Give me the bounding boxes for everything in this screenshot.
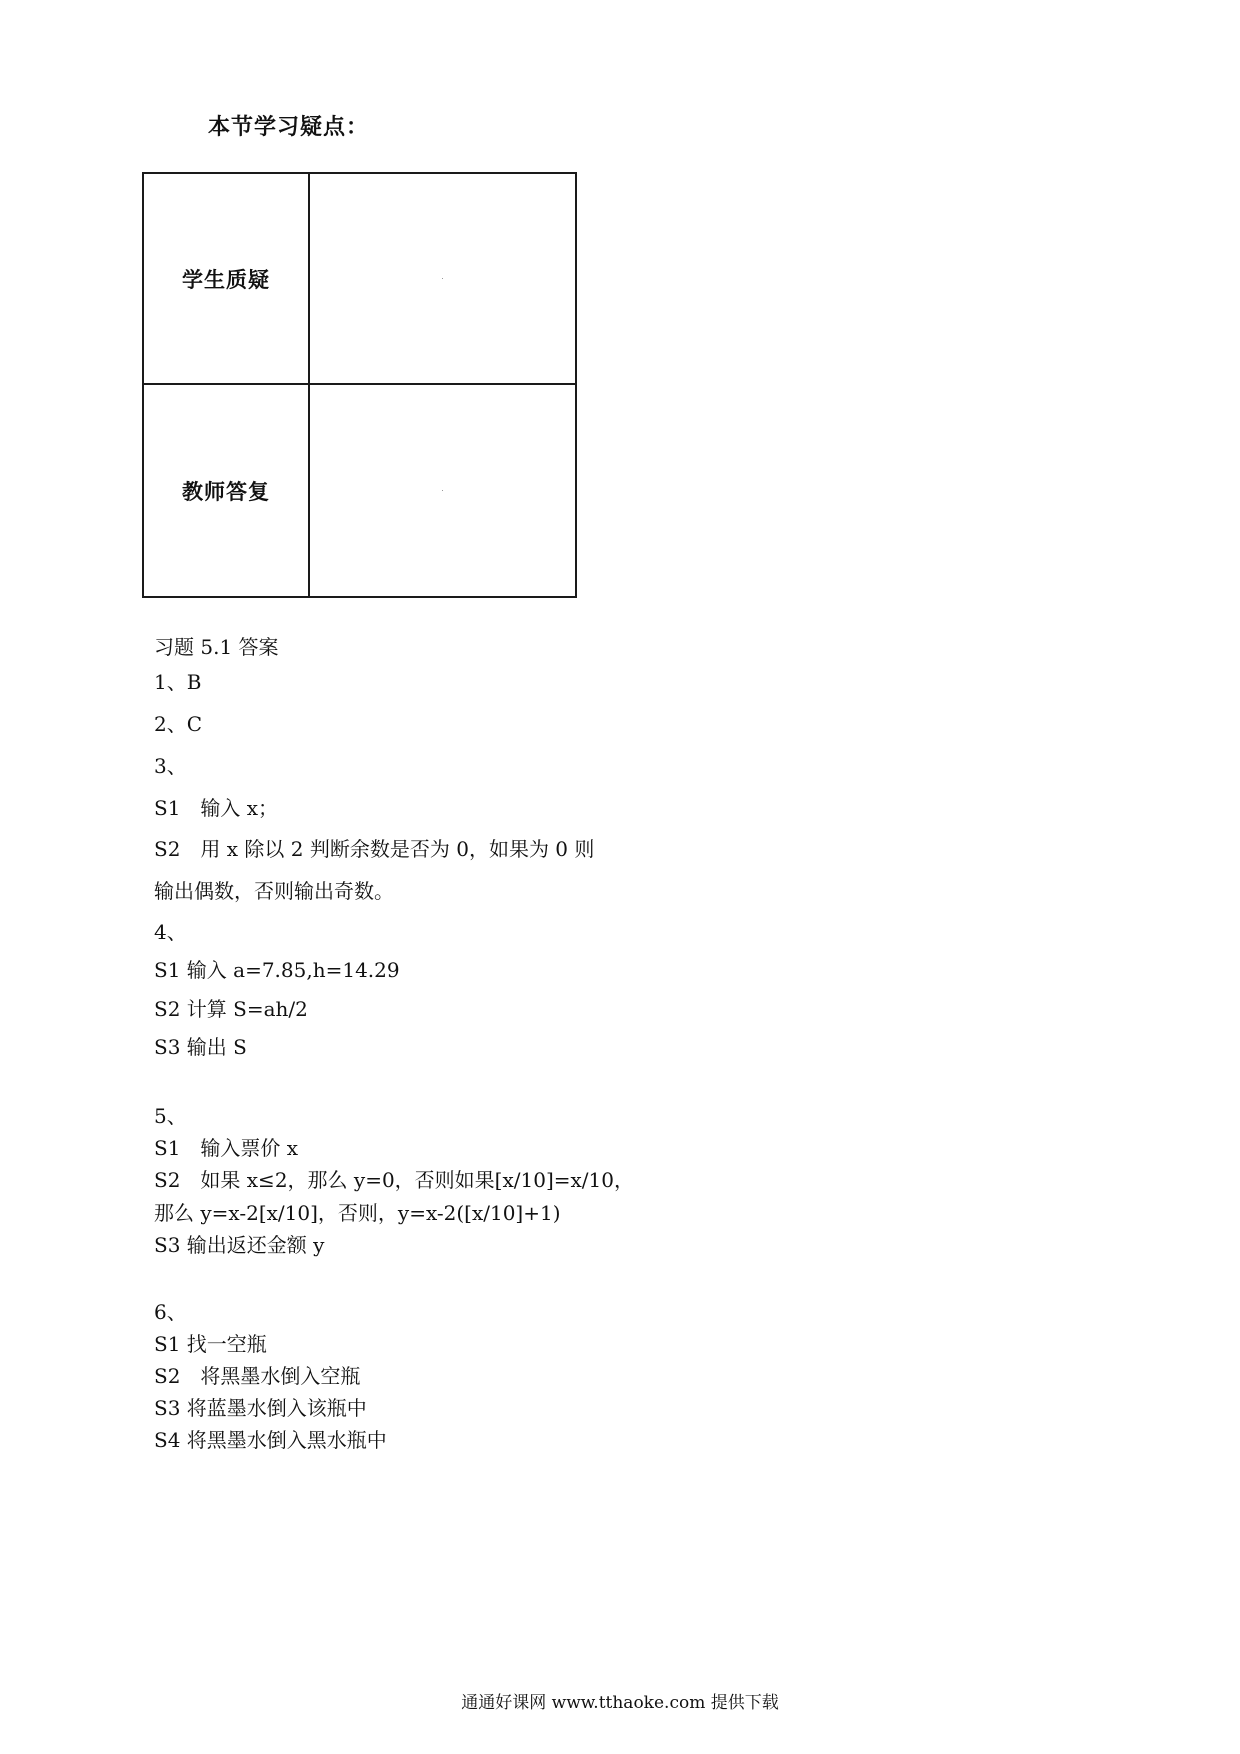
answer-line: 5、 bbox=[154, 1104, 187, 1128]
teacher-answer-label: 教师答复 bbox=[144, 385, 310, 596]
student-question-cell bbox=[310, 174, 575, 385]
answer-line: 1、B bbox=[154, 670, 202, 694]
qa-table bbox=[142, 172, 577, 598]
page-footer: 通通好课网 www.tthaoke.com 提供下载 bbox=[461, 1693, 779, 1713]
answers-title: 习题 5.1 答案 bbox=[154, 635, 279, 659]
answer-line: S1 找一空瓶 bbox=[154, 1332, 267, 1356]
answer-line: S2 计算 S=ah/2 bbox=[154, 997, 308, 1021]
answer-line: S2 如果 x≤2，那么 y=0，否则如果[x/10]=x/10， bbox=[154, 1168, 634, 1192]
answer-line: S2 用 x 除以 2 判断余数是否为 0，如果为 0 则 bbox=[154, 837, 595, 861]
student-question-label: 学生质疑 bbox=[144, 174, 310, 385]
answer-line: 3、 bbox=[154, 754, 187, 778]
cell-dot bbox=[442, 490, 443, 491]
answer-line: S3 输出返还金额 y bbox=[154, 1233, 325, 1257]
answer-line: S1 输入 a=7.85,h=14.29 bbox=[154, 958, 400, 982]
answer-line: 4、 bbox=[154, 920, 187, 944]
answer-line: S2 将黑墨水倒入空瓶 bbox=[154, 1364, 361, 1388]
section-heading: 本节学习疑点： bbox=[208, 115, 370, 140]
answer-line: S1 输入 x； bbox=[154, 796, 279, 820]
answer-line: S4 将黑墨水倒入黑水瓶中 bbox=[154, 1428, 387, 1452]
answer-line: S3 将蓝墨水倒入该瓶中 bbox=[154, 1396, 367, 1420]
answer-line: 6、 bbox=[154, 1300, 187, 1324]
answer-line: 输出偶数，否则输出奇数。 bbox=[154, 879, 394, 903]
cell-dot bbox=[442, 278, 443, 279]
answer-line: S1 输入票价 x bbox=[154, 1136, 299, 1160]
answer-line: 2、C bbox=[154, 712, 203, 736]
answer-line: S3 输出 S bbox=[154, 1035, 247, 1059]
answer-line: 那么 y=x-2[x/10]，否则，y=x-2([x/10]+1) bbox=[154, 1201, 561, 1225]
teacher-answer-cell bbox=[310, 385, 575, 596]
